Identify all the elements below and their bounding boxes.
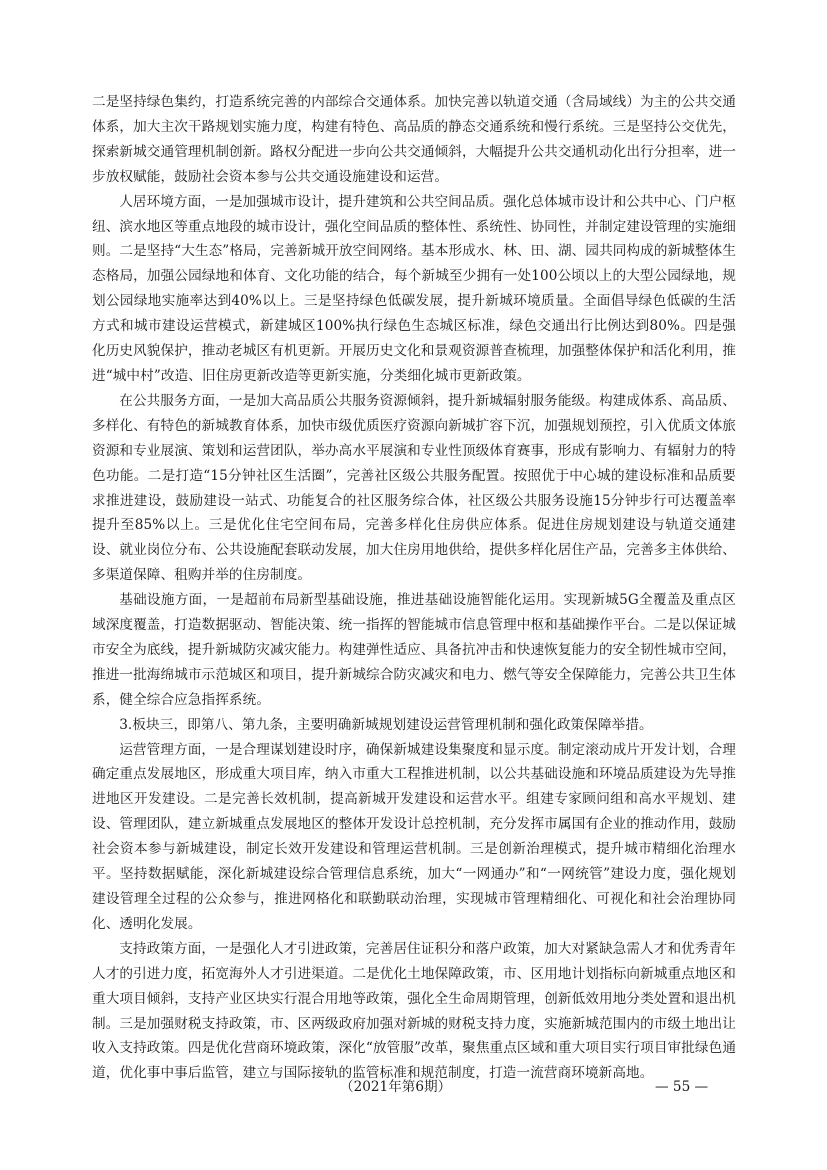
paragraph-transport-continued: 二是坚持绿色集约，打造系统完善的内部综合交通体系。加快完善以轨道交通（含局域线）为主的公共交通体系，加大主次干路规划实施力度，构建有特色、高品质的静态交通系统和慢行系统。三是坚持公交优先，探索新城交通管理机制创新。路权分配进一步向公共交通倾斜，大幅提升公共交通机动化出行分担率，进一步放权赋能，鼓励社会资本参与公共交通设施建设和运营。 <box>92 94 736 185</box>
paragraph-support-policies: 支持政策方面，一是强化人才引进政策，完善居住证积分和落户政策，加大对紧缺急需人才和优秀青年人才的引进力度，拓宽海外人才引进渠道。二是优化土地保障政策，市、区用地计划指标向新城重点地区和重大项目倾斜，支持产业区块实行混合用地等政策，强化全生命周期管理，创新低效用地分类处置和退出机制。三是加强财税支持政策，市、区两级政府加强对新城的财税支持力度，实施新城范围内的市级土地出让收入支持政策。四是优化营商环境政策，深化“放管服”改革，聚焦重点区域和重大项目实行项目审批绿色通道，优化事中事后监管，建立与国际接轨的监管标准和规范制度，打造一流营商环境新高地。 <box>92 940 737 1082</box>
article-body <box>92 90 736 1086</box>
paragraph-living-environment: 人居环境方面，一是加强城市设计，提升建筑和公共空间品质。强化总体城市设计和公共中心、门户枢纽、滨水地区等重点地段的城市设计，强化空间品质的整体性、系统性、协同性，并制定建设管理的实施细则。二是坚持“大生态”格局，完善新城开放空间网络。基本形成水、林、田、湖、园共同构成的新城整体生态格局，加强公园绿地和体育、文化功能的结合，每个新城至少拥有一处100公顷以上的大型公园绿地，规划公园绿地实施率达到40%以上。三是坚持绿色低碳发展，提升新城环境质量。全面倡导绿色低碳的生活方式和城市建设运营模式，新建城区100%执行绿色生态城区标准，绿色交通出行比例达到80%。四是强化历史风貌保护，推动老城区有机更新。开展历史文化和景观资源普查梳理，加强整体保护和活化利用，推进“城中村”改造、旧住房更新改造等更新实施，分类细化城市更新政策。 <box>92 193 737 384</box>
paragraph-public-services: 在公共服务方面，一是加大高品质公共服务资源倾斜，提升新城辐射服务能级。构建成体系、高品质、多样化、有特色的新城教育体系，加快市级优质医疗资源向新城扩容下沉，加强规划预控，引入优质文体旅资源和专业展演、策划和运营团队，举办高水平展演和专业性顶级体育赛事，形成有影响力、有辐射力的特色功能。二是打造“15分钟社区生活圈”，完善社区级公共服务配置。按照优于中心城的建设标准和品质要求推进建设，鼓励建设一站式、功能复合的社区服务综合体，社区级公共服务设施15分钟步行可达覆盖率提升至85%以上。三是优化住宅空间布局，完善多样化住房供应体系。促进住房规划建设与轨道交通建设、就业岗位分布、公共设施配套联动发展，加大住房用地供给，提供多样化居住产品，完善多主体供给、多渠道保障、租购并举的住房制度。 <box>92 392 736 584</box>
paragraph-operations-management: 运营管理方面，一是合理谋划建设时序，确保新城建设集聚度和显示度。制定滚动成片开发计划，合理确定重点发展地区，形成重大项目库，纳入市重大工程推进机制，以公共基础设施和环境品质建设为先导推进地区开发建设。二是完善长效机制，提高新城开发建设和运营水平。组建专家顾问组和高水平规划、建设、管理团队，建立新城重点发展地区的整体开发设计总控机制，充分发挥市属国有企业的推动作用，鼓励社会资本参与新城建设，制定长效开发建设和管理运营机制。三是创新治理模式，提升城市精细化治理水平。坚持数据赋能，深化新城建设综合管理信息系统，加大“一网通办”和“一网统管”建设力度，强化规划建设管理全过程的公众参与，推进网格化和联勤联动治理，实现城市管理精细化、可视化和社会治理协同化、透明化发展。 <box>92 741 736 932</box>
issue-label: （2021年第6期） <box>340 1079 452 1095</box>
page-number: — 55 — <box>655 1079 709 1095</box>
paragraph-section-three: 3.板块三，即第八、第九条，主要明确新城规划建设运营管理机制和强化政策保障举措。 <box>119 716 653 733</box>
paragraph-infrastructure: 基础设施方面，一是超前布局新型基础设施，推进基础设施智能化运用。实现新城5G全覆盖及重点区域深度覆盖，打造数据驱动、智能决策、统一指挥的智能城市信息管理中枢和基础操作平台。二是以保证城市安全为底线，提升新城防灾减灾能力。构建弹性适应、具备抗冲击和快速恢复能力的安全韧性城市空间，推进一批海绵城市示范城区和项目，提升新城综合防灾减灾和电力、燃气等安全保障能力，完善公共卫生体系，健全综合应急指挥系统。 <box>92 592 736 708</box>
